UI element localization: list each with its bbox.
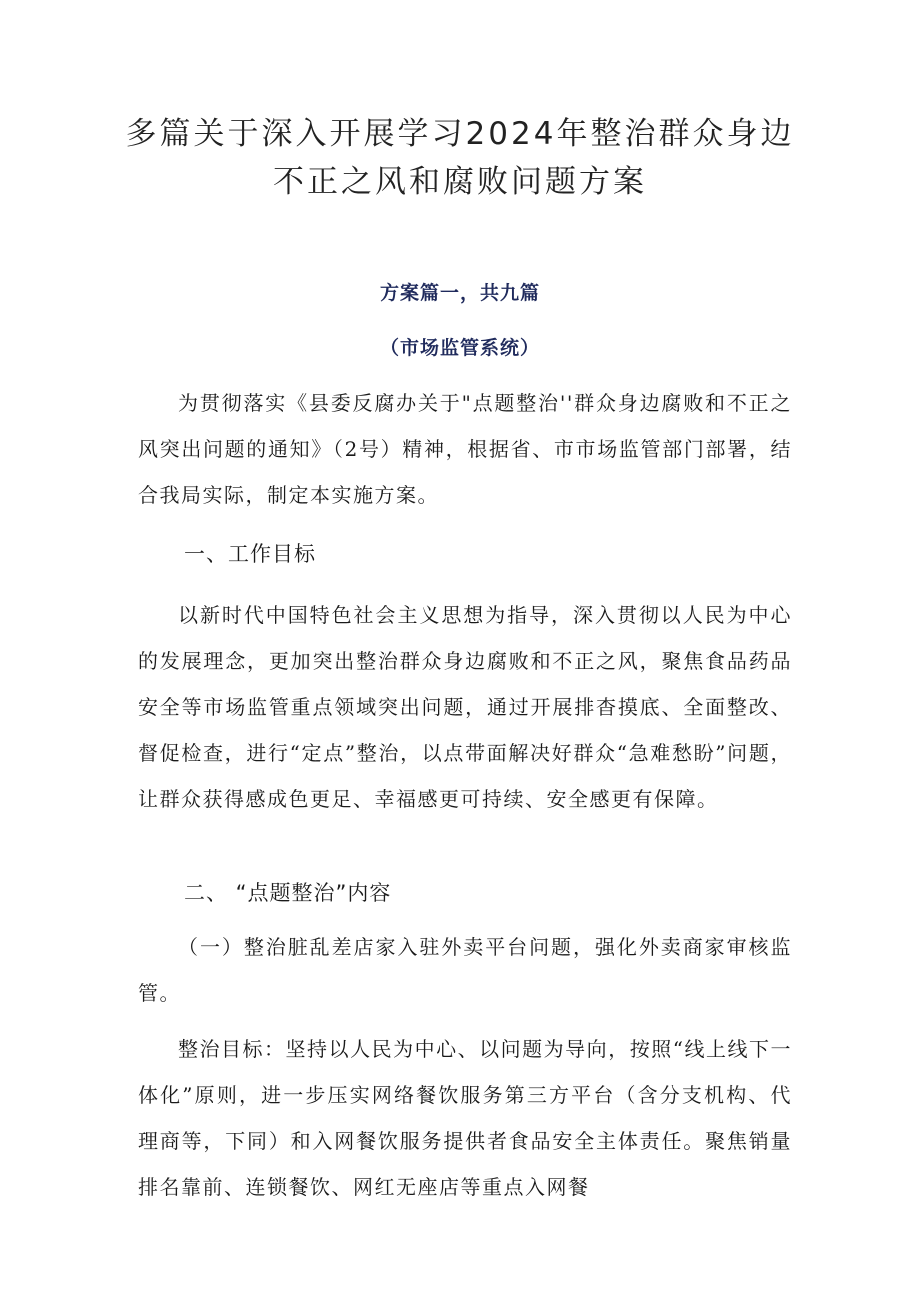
document-subtitle-system: （市场监管系统） — [379, 337, 540, 359]
document-title: 多篇关于深入开展学习2024年整治群众身边不正之风和腐败问题方案 — [125, 116, 795, 200]
work-goals-paragraph: 以新时代中国特色社会主义思想为指导，深入贯彻以人民为中心的发展理念，更加突出整治群众身边腐败和不正之风，聚焦食品药品安全等市场监管重点领域突出问题，通过开展排杳摸底、全面整改、督促检查，进行“定点”整治，以点带面解决好群众“急难愁盼”问题，让群众获得感成色更足、幸福感更可持续、安全感更有保障。 — [138, 603, 792, 811]
document-subtitle: 方案篇一，共九篇 — [379, 282, 540, 304]
section-heading-rectification-content: 二、 “点题整治”内容 — [184, 881, 392, 905]
intro-paragraph: 为贯彻落实《县委反腐办关于"点题整治''群众身边腐败和不正之风突出问题的通知》（2号）精神，根据省、市市场监管部门部署，结合我局实际，制定本实施方案。 — [138, 391, 792, 507]
rectification-target-paragraph: 整治目标：坚持以人民为中心、以问题为导向，按照“线上线下一体化”原则，进一步压实网络餐饮服务第三方平台（含分支机构、代理商等，下同）和入网餐饮服务提供者食品安全主体责任。聚焦销量排名靠前、连锁餐饮、网红无座店等重点入网餐 — [138, 1037, 792, 1199]
section-heading-work-goals: 一、工作目标 — [184, 542, 316, 566]
rectification-item-paragraph: （一）整治脏乱差店家入驻外卖平台问题，强化外卖商家审核监管。 — [138, 935, 792, 1005]
